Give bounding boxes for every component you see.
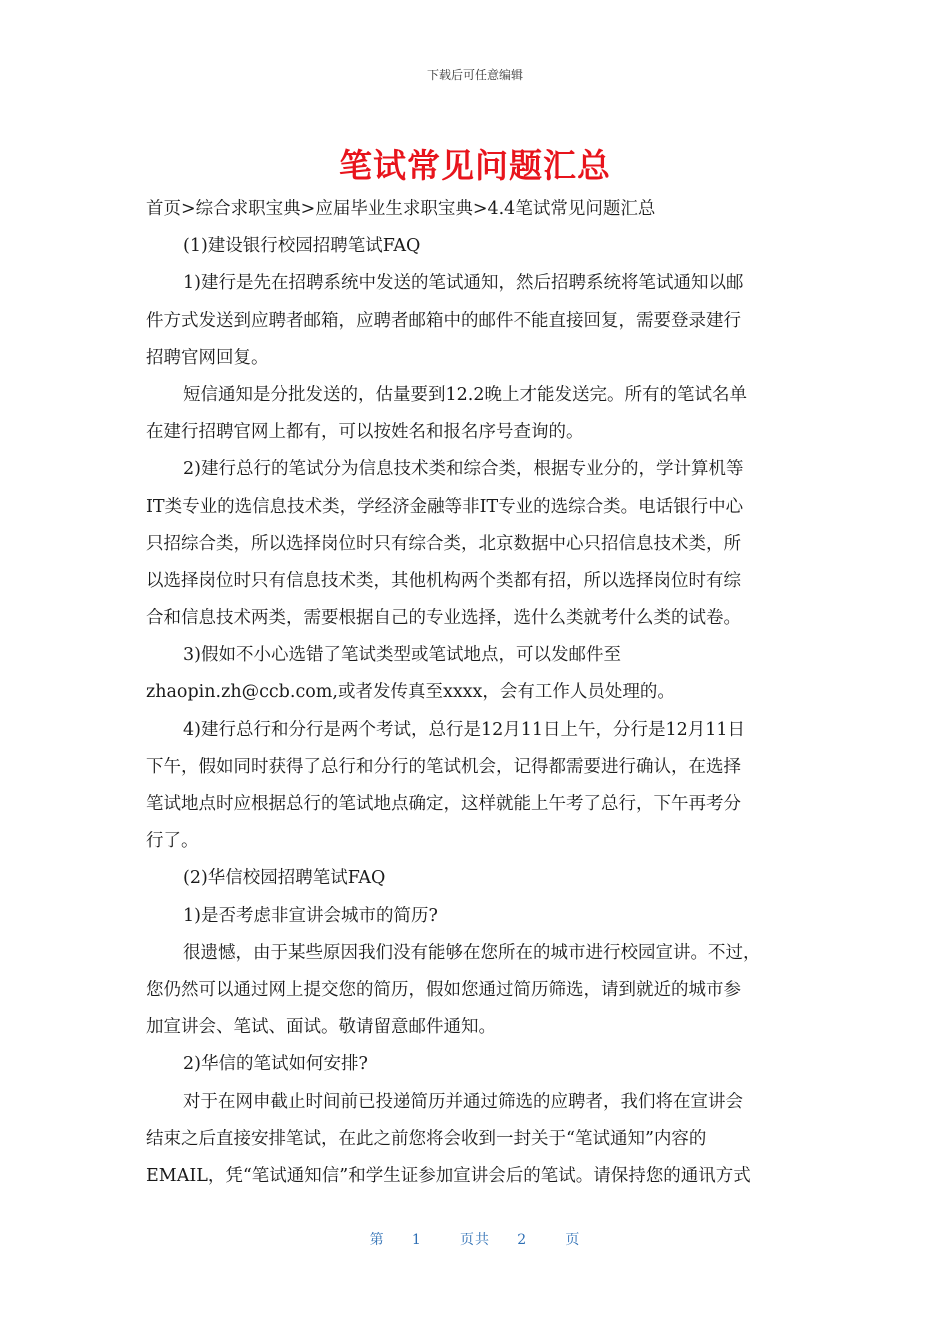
text-line: 件方式发送到应聘者邮箱，应聘者邮箱中的邮件不能直接回复，需要登录建行: [146, 310, 741, 331]
page-header: 下载后可任意编辑: [426, 68, 523, 82]
page-suffix: 页: [565, 1232, 581, 1248]
document-body: [146, 191, 810, 1195]
text-line: 很遗憾，由于某些原因我们没有能够在您所在的城市进行校园宣讲。不过，: [183, 942, 761, 963]
text-line: 招聘官网回复。: [146, 347, 269, 368]
text-line: EMAIL，凭“笔试通知信”和学生证参加宣讲会后的笔试。请保持您的通讯方式: [146, 1165, 751, 1186]
page-number: 1: [411, 1232, 422, 1248]
text-line: 结束之后直接安排笔试，在此之前您将会收到一封关于“笔试通知”内容的: [146, 1128, 707, 1149]
text-line: 在建行招聘官网上都有，可以按姓名和报名序号查询的。: [146, 422, 584, 443]
text-line: 短信通知是分批发送的，估量要到12.2晚上才能发送完。所有的笔试名单: [183, 384, 747, 405]
text-line: 1)建行是先在招聘系统中发送的笔试通知，然后招聘系统将笔试通知以邮: [183, 273, 744, 294]
text-line: (1)建设银行校园招聘笔试FAQ: [183, 236, 421, 257]
text-line: IT类专业的选信息技术类，学经济金融等非IT专业的选综合类。电话银行中心: [146, 496, 744, 517]
document-title: 笔试常见问题汇总: [339, 146, 611, 185]
page-prefix: 第: [369, 1232, 385, 1248]
text-line: 笔试地点时应根据总行的笔试地点确定，这样就能上午考了总行，下午再考分: [146, 794, 741, 814]
text-line: 2)华信的笔试如何安排?: [183, 1054, 368, 1075]
text-line: 合和信息技术两类，需要根据自己的专业选择，选什么类就考什么类的试卷。: [146, 608, 741, 629]
text-line: 下午，假如同时获得了总行和分行的笔试机会，记得都需要进行确认，在选择: [146, 756, 741, 777]
text-line: 以选择岗位时只有信息技术类，其他机构两个类都有招，所以选择岗位时有综: [146, 570, 741, 591]
text-line: 4)建行总行和分行是两个考试，总行是12月11日上午，分行是12月11日: [183, 719, 746, 740]
text-line: 加宣讲会、笔试、面试。敬请留意邮件通知。: [146, 1017, 496, 1038]
text-line: 首页>综合求职宝典>应届毕业生求职宝典>4.4笔试常见问题汇总: [146, 199, 656, 219]
text-line: (2)华信校园招聘笔试FAQ: [183, 868, 386, 889]
text-line: 2)建行总行的笔试分为信息技术类和综合类，根据专业分的，学计算机等: [183, 459, 744, 480]
page-footer: [0, 1229, 950, 1249]
text-line: 您仍然可以通过网上提交您的简历，假如您通过简历筛选，请到就近的城市参: [146, 979, 741, 1000]
page-middle: 页共: [460, 1232, 490, 1248]
text-line: 3)假如不小心选错了笔试类型或笔试地点，可以发邮件至: [183, 645, 621, 666]
text-line: 只招综合类，所以选择岗位时只有综合类，北京数据中心只招信息技术类，所: [146, 533, 741, 554]
text-line: 行了。: [146, 831, 199, 852]
text-line: 对于在网申截止时间前已投递简历并通过筛选的应聘者，我们将在宣讲会: [183, 1091, 743, 1112]
text-line: zhaopin.zh@ccb.com,或者发传真至xxxx，会有工作人员处理的。: [146, 682, 675, 703]
page-total: 2: [517, 1232, 528, 1248]
text-line: 1)是否考虑非宣讲会城市的简历?: [183, 905, 438, 926]
